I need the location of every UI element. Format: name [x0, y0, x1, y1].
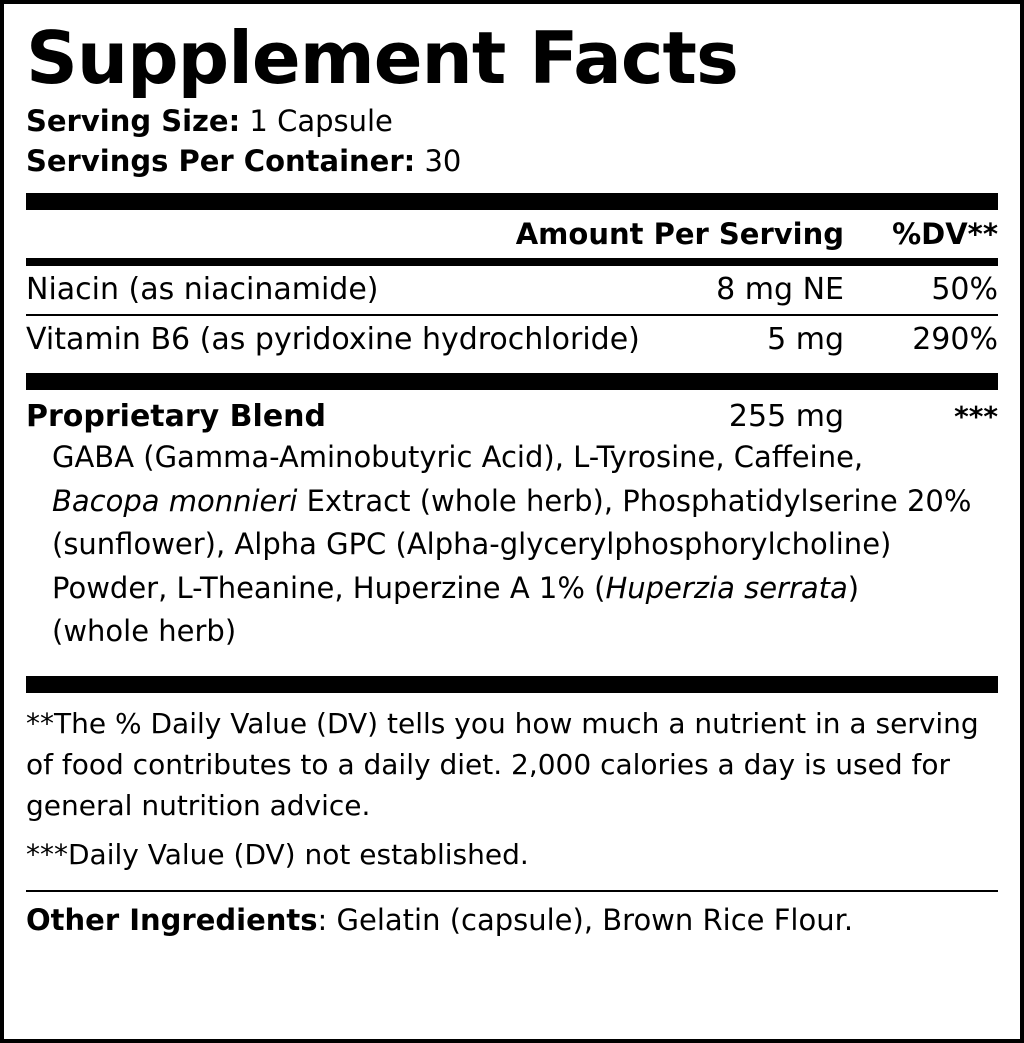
divider-thick-top	[26, 193, 998, 210]
serving-size-label: Serving Size:	[26, 104, 241, 139]
serving-size-value: 1 Capsule	[249, 104, 393, 139]
blend-desc-line-4-pre: Powder, L-Theanine, Huperzine A 1% (	[52, 570, 606, 605]
blend-ingredient-list	[26, 434, 998, 664]
blend-desc-line-5: (whole herb)	[52, 614, 237, 649]
other-ingredients-value: : Gelatin (capsule), Brown Rice Flour.	[317, 902, 854, 937]
table-row	[26, 266, 998, 314]
divider-thick-blend	[26, 373, 998, 390]
blend-desc-line-2-italic: Bacopa monnieri	[52, 483, 298, 518]
blend-desc-line-3: (sunflower), Alpha GPC (Alpha-glycerylphosphorylcholine)	[52, 527, 892, 562]
divider-medium-header	[26, 258, 998, 266]
nutrient-amount: 8 mg NE	[716, 272, 844, 308]
blend-dv: ***	[954, 400, 998, 434]
blend-desc-line-4-italic: Huperzia serrata	[605, 570, 848, 605]
footnote-daily-value: **The % Daily Value (DV) tells you how much a nutrient in a serving of food contributes to a daily diet. 2,000 calories a day is used for general nutrition advice.	[26, 706, 979, 823]
nutrient-amount: 5 mg	[767, 322, 844, 358]
table-row	[26, 316, 998, 364]
servings-per-container-label: Servings Per Container:	[26, 144, 416, 179]
nutrient-name: Vitamin B6 (as pyridoxine hydrochloride)	[26, 322, 640, 358]
blend-name: Proprietary Blend	[26, 399, 326, 435]
header-amount-per-serving: Amount Per Serving	[515, 217, 844, 252]
other-ingredients	[26, 892, 998, 940]
nutrient-name: Niacin (as niacinamide)	[26, 272, 379, 308]
nutrient-dv: 290%	[912, 322, 998, 358]
blend-desc-line-1: GABA (Gamma-Aminobutyric Acid), L-Tyrosine, Caffeine,	[52, 440, 864, 475]
divider-thick-footnotes	[26, 676, 998, 693]
column-headers	[26, 210, 998, 258]
nutrient-dv: 50%	[931, 272, 998, 308]
blend-desc-line-2-rest: Extract (whole herb), Phosphatidylserine 20%	[297, 483, 972, 518]
header-percent-dv: %DV**	[892, 217, 998, 252]
footnote-not-established: ***Daily Value (DV) not established.	[26, 838, 529, 872]
servings-per-container-value: 30	[424, 144, 462, 179]
page-title: Supplement Facts	[26, 16, 738, 100]
proprietary-blend-row	[26, 390, 998, 434]
blend-desc-line-4-post: )	[847, 570, 860, 605]
serving-size-line	[26, 101, 998, 141]
other-ingredients-label: Other Ingredients	[26, 902, 318, 937]
blend-amount: 255 mg	[728, 399, 844, 435]
servings-per-container-line	[26, 141, 998, 181]
